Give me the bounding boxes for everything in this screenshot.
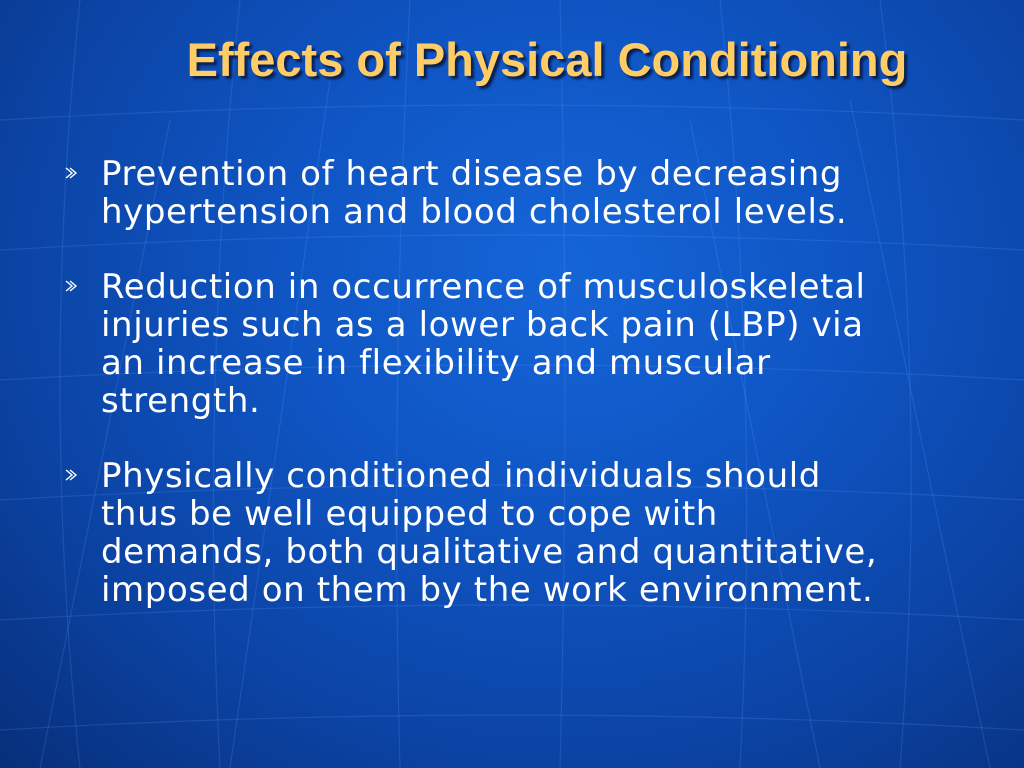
bullet-item [62, 457, 992, 609]
bullet-item [62, 155, 992, 231]
chevron-right-icon [64, 279, 78, 293]
bullet-text: Physically conditioned individuals should thus be well equipped to cope with demands, both qualitative and quantitative, imposed on them by the work environment. [101, 456, 878, 610]
bullet-item [62, 268, 992, 420]
bullet-list [62, 155, 992, 646]
bullet-text: Reduction in occurrence of musculoskeletal injuries such as a lower back pain (LBP) via an increase in flexibility and muscular strength. [101, 267, 866, 421]
slide-title: Effects of Physical Conditioning [186, 33, 908, 86]
bullet-text: Prevention of heart disease by decreasing hypertension and blood cholesterol levels. [101, 154, 848, 232]
chevron-right-icon [64, 166, 78, 180]
chevron-right-icon [64, 468, 78, 482]
